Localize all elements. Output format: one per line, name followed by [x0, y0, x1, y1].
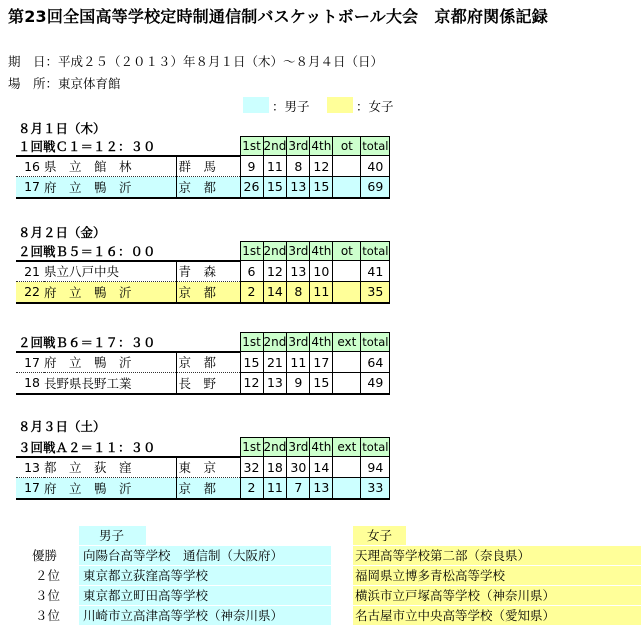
- header-3rd: 3rd: [287, 333, 310, 352]
- team-number: 17: [16, 352, 44, 373]
- team-school: 都 立 荻 窪: [44, 457, 176, 478]
- result-female-school: 横浜市立戸塚高等学校（神奈川県）: [353, 586, 641, 605]
- team-row: [16, 261, 390, 282]
- results-male-header: 男子: [79, 526, 146, 545]
- score-2nd: 13: [263, 373, 287, 394]
- score-total: 49: [361, 373, 390, 394]
- team-row: [16, 373, 390, 394]
- header-ot: ot: [333, 137, 361, 156]
- result-female-school: 名古屋市立中央高等学校（愛知県）: [353, 606, 641, 625]
- header-ext: ext: [333, 438, 361, 457]
- header-ext: ext: [333, 333, 361, 352]
- header-total: total: [361, 137, 390, 156]
- team-prefecture: 京 都: [176, 478, 240, 499]
- result-male-school: 向陽台高等学校 通信制（大阪府）: [79, 546, 331, 565]
- legend-male-swatch: [243, 97, 269, 113]
- game-table: [16, 437, 390, 500]
- team-number: 16: [16, 156, 44, 177]
- event-venue: 場 所：東京体育館: [8, 76, 121, 91]
- header-4th: 4th: [310, 137, 333, 156]
- legend-female-swatch: [327, 97, 353, 113]
- score-ot: [333, 261, 361, 282]
- game-table: [16, 136, 390, 199]
- result-rank: ２位: [35, 568, 61, 583]
- score-total: 64: [361, 352, 390, 373]
- score-1st: 9: [240, 156, 263, 177]
- game-round: ３回戦Ａ２＝１１：３０: [16, 438, 240, 457]
- header-4th: 4th: [310, 242, 333, 261]
- header-4th: 4th: [310, 438, 333, 457]
- header-3rd: 3rd: [287, 438, 310, 457]
- score-1st: 15: [240, 352, 263, 373]
- header-1st: 1st: [240, 242, 263, 261]
- score-3rd: 7: [287, 478, 310, 499]
- score-ext: [333, 373, 361, 394]
- header-1st: 1st: [240, 333, 263, 352]
- score-4th: 15: [310, 373, 333, 394]
- score-4th: 15: [310, 177, 333, 198]
- score-ext: [333, 457, 361, 478]
- team-row: [16, 177, 390, 198]
- header-2nd: 2nd: [263, 333, 287, 352]
- score-1st: 2: [240, 282, 263, 303]
- score-2nd: 18: [263, 457, 287, 478]
- result-female-school: 福岡県立博多青松高等学校: [353, 566, 641, 585]
- score-ext: [333, 352, 361, 373]
- header-1st: 1st: [240, 438, 263, 457]
- team-row: [16, 457, 390, 478]
- score-2nd: 11: [263, 156, 287, 177]
- score-2nd: 11: [263, 478, 287, 499]
- score-2nd: 15: [263, 177, 287, 198]
- score-3rd: 13: [287, 261, 310, 282]
- header-3rd: 3rd: [287, 242, 310, 261]
- header-4th: 4th: [310, 333, 333, 352]
- team-prefecture: 東 京: [176, 457, 240, 478]
- score-4th: 12: [310, 156, 333, 177]
- result-rank: ３位: [35, 588, 61, 603]
- team-prefecture: 群 馬: [176, 156, 240, 177]
- score-total: 41: [361, 261, 390, 282]
- game-date: ８月３日（土）: [18, 419, 106, 434]
- score-3rd: 30: [287, 457, 310, 478]
- score-ot: [333, 177, 361, 198]
- score-4th: 17: [310, 352, 333, 373]
- score-ext: [333, 478, 361, 499]
- header-2nd: 2nd: [263, 137, 287, 156]
- legend-male-label: ：男子: [272, 99, 310, 114]
- header-ot: ot: [333, 242, 361, 261]
- team-prefecture: 京 都: [176, 282, 240, 303]
- score-3rd: 11: [287, 352, 310, 373]
- score-4th: 14: [310, 457, 333, 478]
- team-prefecture: 京 都: [176, 177, 240, 198]
- score-1st: 12: [240, 373, 263, 394]
- game-round: ２回戦Ｂ６＝１７：３０: [16, 333, 240, 352]
- header-total: total: [361, 438, 390, 457]
- team-school: 府 立 鴨 沂: [44, 282, 176, 303]
- score-4th: 10: [310, 261, 333, 282]
- team-school: 府 立 鴨 沂: [44, 352, 176, 373]
- team-number: 22: [16, 282, 44, 303]
- score-1st: 32: [240, 457, 263, 478]
- team-prefecture: 京 都: [176, 352, 240, 373]
- score-1st: 6: [240, 261, 263, 282]
- team-row: [16, 478, 390, 499]
- result-rank: ３位: [35, 608, 61, 623]
- header-3rd: 3rd: [287, 137, 310, 156]
- score-4th: 11: [310, 282, 333, 303]
- team-row: [16, 352, 390, 373]
- team-prefecture: 長 野: [176, 373, 240, 394]
- team-number: 13: [16, 457, 44, 478]
- team-number: 21: [16, 261, 44, 282]
- result-male-school: 東京都立町田高等学校: [79, 586, 331, 605]
- team-school: 府 立 鴨 沂: [44, 478, 176, 499]
- score-ot: [333, 282, 361, 303]
- score-3rd: 13: [287, 177, 310, 198]
- score-3rd: 8: [287, 282, 310, 303]
- game-table: [16, 241, 390, 304]
- page-title: 第23回全国高等学校定時制通信制バスケットボール大会 京都府関係記録: [8, 7, 548, 26]
- team-row: [16, 156, 390, 177]
- team-school: 県立八戸中央: [44, 261, 176, 282]
- legend-female-label: ：女子: [356, 99, 394, 114]
- team-prefecture: 青 森: [176, 261, 240, 282]
- event-period: 期 日：平成２５（２０１３）年８月１日（木）～８月４日（日）: [8, 54, 384, 69]
- result-male-school: 東京都立荻窪高等学校: [79, 566, 331, 585]
- header-1st: 1st: [240, 137, 263, 156]
- game-round: ２回戦Ｂ５＝１６：００: [16, 242, 240, 261]
- result-male-school: 川崎市立高津高等学校（神奈川県）: [79, 606, 331, 625]
- team-number: 17: [16, 478, 44, 499]
- game-round: １回戦Ｃ１＝１２：３０: [16, 137, 240, 156]
- score-3rd: 8: [287, 156, 310, 177]
- results-female-header: 女子: [353, 526, 406, 545]
- score-ot: [333, 156, 361, 177]
- score-1st: 2: [240, 478, 263, 499]
- game-date: ８月２日（金）: [18, 225, 106, 240]
- team-school: 県 立 館 林: [44, 156, 176, 177]
- header-total: total: [361, 242, 390, 261]
- team-number: 17: [16, 177, 44, 198]
- score-total: 35: [361, 282, 390, 303]
- header-2nd: 2nd: [263, 438, 287, 457]
- game-date: ８月１日（木）: [18, 121, 106, 136]
- score-2nd: 21: [263, 352, 287, 373]
- team-row: [16, 282, 390, 303]
- result-female-school: 天理高等学校第二部（奈良県）: [353, 546, 641, 565]
- score-total: 33: [361, 478, 390, 499]
- score-total: 94: [361, 457, 390, 478]
- score-3rd: 9: [287, 373, 310, 394]
- header-2nd: 2nd: [263, 242, 287, 261]
- score-1st: 26: [240, 177, 263, 198]
- score-total: 40: [361, 156, 390, 177]
- score-2nd: 14: [263, 282, 287, 303]
- team-number: 18: [16, 373, 44, 394]
- header-total: total: [361, 333, 390, 352]
- team-school: 府 立 鴨 沂: [44, 177, 176, 198]
- result-rank: 優勝: [32, 548, 58, 563]
- score-total: 69: [361, 177, 390, 198]
- score-2nd: 12: [263, 261, 287, 282]
- score-4th: 13: [310, 478, 333, 499]
- game-table: [16, 332, 390, 395]
- team-school: 長野県長野工業: [44, 373, 176, 394]
